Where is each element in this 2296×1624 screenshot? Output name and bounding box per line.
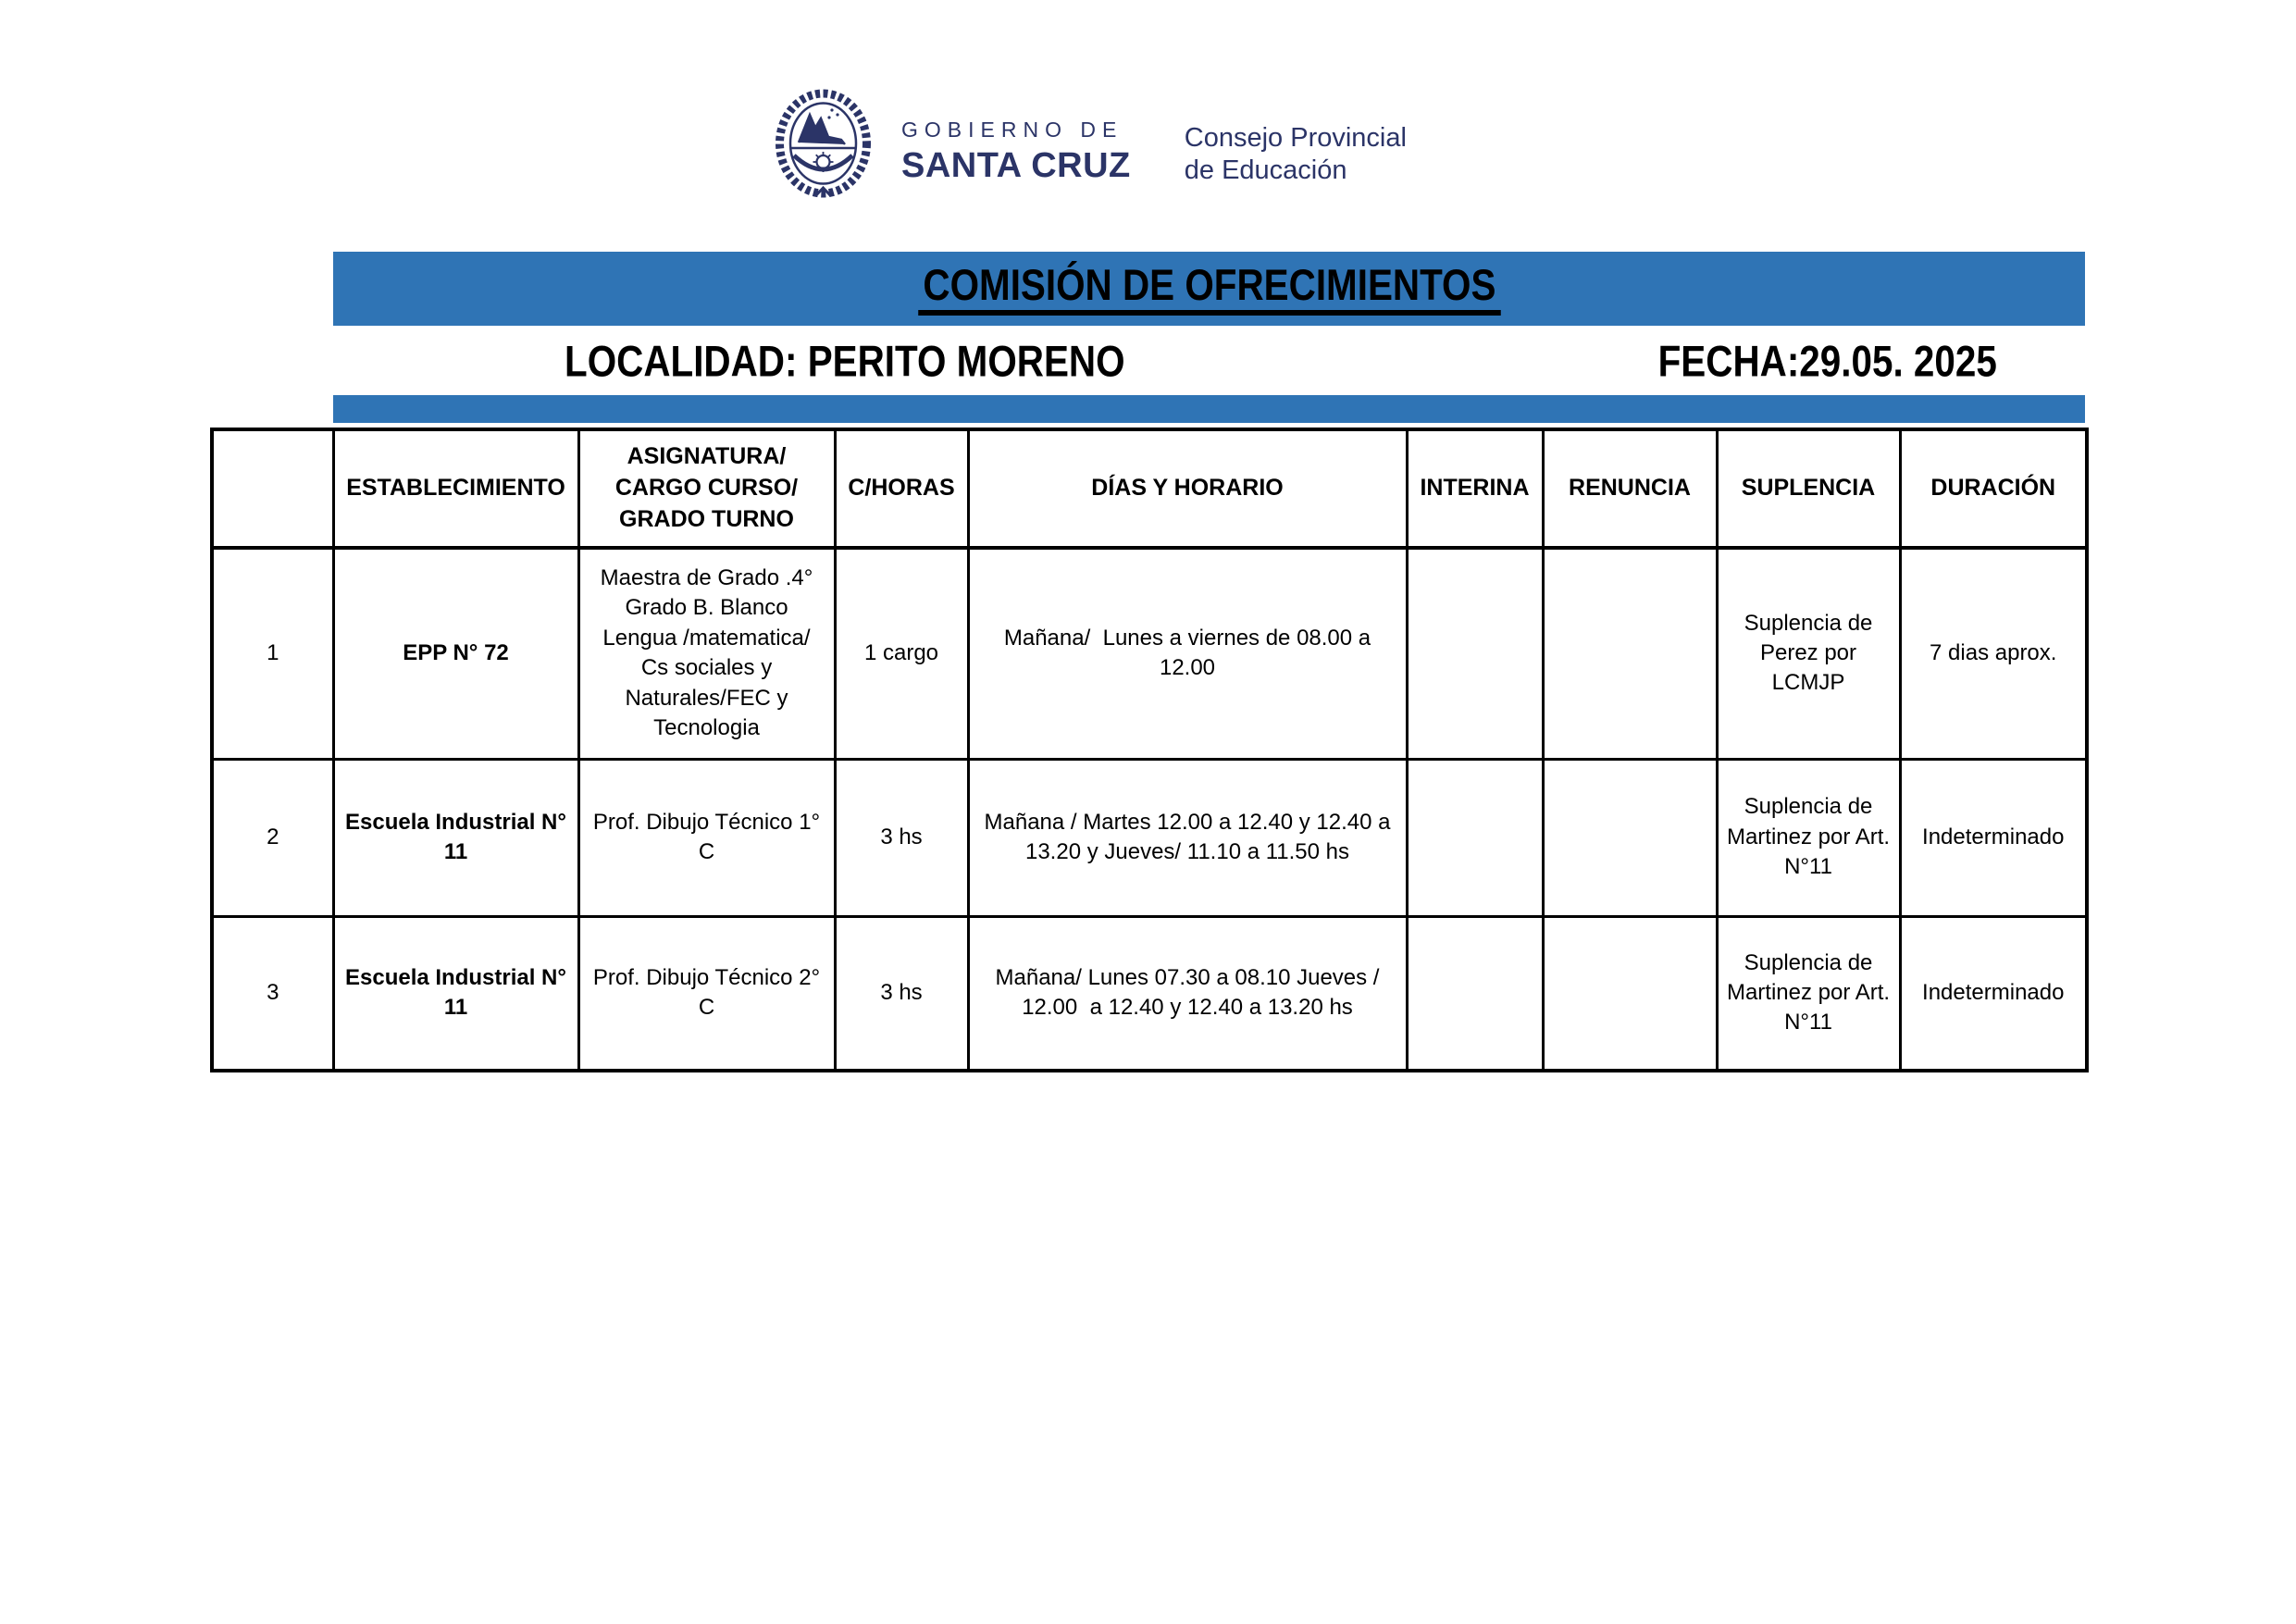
cell-interina — [1407, 759, 1543, 916]
cell-renuncia — [1543, 916, 1717, 1071]
cell-num: 3 — [212, 916, 333, 1071]
cell-duracion: 7 dias aprox. — [1900, 548, 2087, 759]
government-wordmark — [901, 118, 1131, 186]
org-line2: de Educación — [1184, 155, 1347, 185]
santa-cruz-label: SANTA CRUZ — [901, 146, 1131, 185]
cell-suplencia: Suplencia de Martinez por Art. N°11 — [1717, 916, 1900, 1071]
header-cell-renuncia: RENUNCIA — [1543, 429, 1717, 548]
cell-asignatura: Maestra de Grado .4° Grado B. Blanco Lengua /matematica/ Cs sociales y Naturales/FEC y Tecnologia — [578, 548, 835, 759]
cell-c-horas: 3 hs — [835, 759, 968, 916]
table-row — [212, 548, 2087, 759]
header-cell-suplencia: SUPLENCIA — [1717, 429, 1900, 548]
cell-c-horas: 3 hs — [835, 916, 968, 1071]
cell-duracion: Indeterminado — [1900, 916, 2087, 1071]
cell-duracion: Indeterminado — [1900, 759, 2087, 916]
header-cell-num — [212, 429, 333, 548]
header-logo — [775, 89, 1407, 202]
consejo-provincial-label — [1185, 122, 1407, 188]
table-row — [212, 916, 2087, 1071]
title-band — [333, 252, 2085, 326]
cell-interina — [1407, 916, 1543, 1071]
header-cell-c-horas: C/HORAS — [835, 429, 968, 548]
page-title: COMISIÓN DE OFRECIMIENTOS — [918, 262, 1500, 316]
org-line1: Consejo Provincial — [1184, 122, 1407, 153]
offerings-table — [210, 428, 2089, 1072]
fecha-label: FECHA:29.05. 2025 — [1657, 336, 1997, 385]
santa-cruz-coat-of-arms-icon — [775, 89, 872, 202]
localidad-label: LOCALIDAD: PERITO MORENO — [565, 336, 1125, 385]
cell-c-horas: 1 cargo — [835, 548, 968, 759]
cell-asignatura: Prof. Dibujo Técnico 1° C — [578, 759, 835, 916]
table-header-row — [212, 429, 2087, 548]
header-cell-asignatura: ASIGNATURA/ CARGO CURSO/ GRADO TURNO — [578, 429, 835, 548]
cell-establecimiento: Escuela Industrial N° 11 — [333, 916, 578, 1071]
header-cell-duracion: DURACIÓN — [1900, 429, 2087, 548]
cell-suplencia: Suplencia de Martinez por Art. N°11 — [1717, 759, 1900, 916]
gobierno-de-label: GOBIERNO DE — [901, 118, 1123, 142]
localidad-fecha-row — [333, 326, 2085, 395]
cell-interina — [1407, 548, 1543, 759]
cell-num: 1 — [212, 548, 333, 759]
header-cell-establecimiento: ESTABLECIMIENTO — [333, 429, 578, 548]
cell-asignatura: Prof. Dibujo Técnico 2° C — [578, 916, 835, 1071]
cell-dias: Mañana/ Lunes 07.30 a 08.10 Jueves / 12.00 a 12.40 y 12.40 a 13.20 hs — [968, 916, 1407, 1071]
cell-renuncia — [1543, 759, 1717, 916]
cell-suplencia: Suplencia de Perez por LCMJP — [1717, 548, 1900, 759]
header-cell-dias: DÍAS Y HORARIO — [968, 429, 1407, 548]
cell-dias: Mañana/ Lunes a viernes de 08.00 a 12.00 — [968, 548, 1407, 759]
cell-renuncia — [1543, 548, 1717, 759]
header-cell-interina: INTERINA — [1407, 429, 1543, 548]
cell-establecimiento: Escuela Industrial N° 11 — [333, 759, 578, 916]
cell-dias: Mañana / Martes 12.00 a 12.40 y 12.40 a 13.20 y Jueves/ 11.10 a 11.50 hs — [968, 759, 1407, 916]
separator-band — [333, 395, 2085, 423]
table-row — [212, 759, 2087, 916]
cell-num: 2 — [212, 759, 333, 916]
cell-establecimiento: EPP N° 72 — [333, 548, 578, 759]
